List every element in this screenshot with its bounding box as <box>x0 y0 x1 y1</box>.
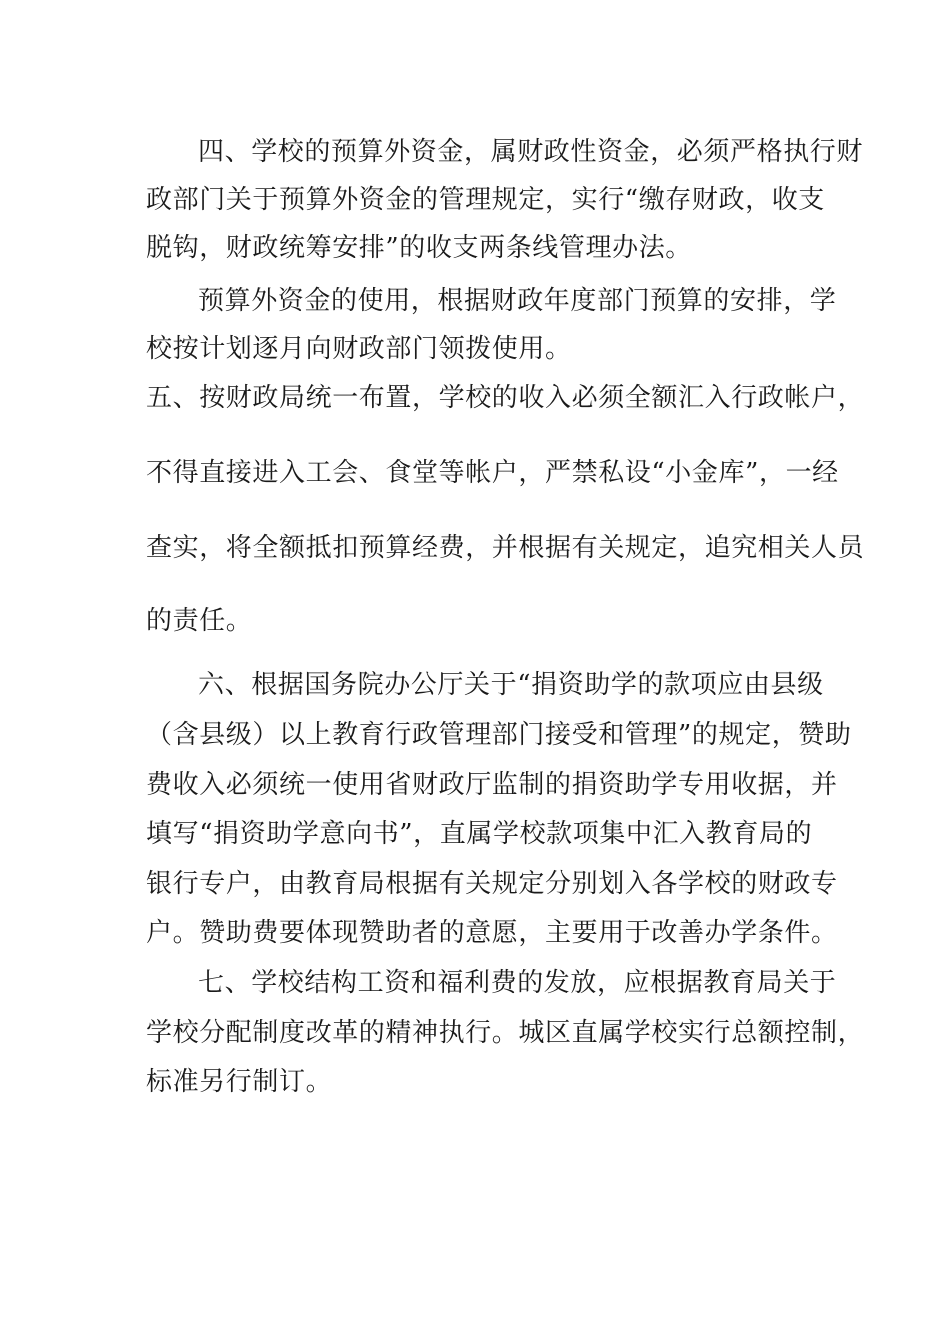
paragraph-4-line-3: 脱钩，财政统筹安排”的收支两条线管理办法。 <box>146 233 692 263</box>
paragraph-7-line-2: 学校分配制度改革的精神执行。城区直属学校实行总额控制， <box>146 1018 865 1048</box>
paragraph-4b-line-1: 预算外资金的使用，根据财政年度部门预算的安排，学 <box>198 286 837 316</box>
paragraph-6-line-6: 户。赞助费要体现赞助者的意愿，主要用于改善办学条件。 <box>146 918 838 948</box>
paragraph-7-line-1: 七、学校结构工资和福利费的发放，应根据教育局关于 <box>198 968 837 998</box>
paragraph-4-line-2: 政部门关于预算外资金的管理规定，实行“缴存财政，收支 <box>146 185 825 215</box>
paragraph-6-line-2: （含县级）以上教育行政管理部门接受和管理”的规定，赞助 <box>146 720 852 750</box>
paragraph-7-line-3: 标准另行制订。 <box>146 1067 333 1097</box>
paragraph-6-line-4: 填写“捐资助学意向书”，直属学校款项集中汇入教育局的 <box>146 819 813 849</box>
paragraph-6-line-3: 费收入必须统一使用省财政厅监制的捐资助学专用收据，并 <box>146 770 838 800</box>
paragraph-6-line-5: 银行专户，由教育局根据有关规定分别划入各学校的财政专 <box>146 869 838 899</box>
paragraph-5-line-4: 的责任。 <box>146 606 253 636</box>
paragraph-6-line-1: 六、根据国务院办公厅关于“捐资助学的款项应由县级 <box>198 670 824 700</box>
paragraph-4-line-1: 四、学校的预算外资金，属财政性资金，必须严格执行财 <box>198 137 864 167</box>
paragraph-5-line-1: 五、按财政局统一布置，学校的收入必须全额汇入行政帐户， <box>146 383 865 413</box>
paragraph-5-line-3: 查实，将全额抵扣预算经费，并根据有关规定，追究相关人员 <box>146 533 865 563</box>
paragraph-4b-line-2: 校按计划逐月向财政部门领拨使用。 <box>146 334 572 364</box>
paragraph-5-line-2: 不得直接进入工会、食堂等帐户，严禁私设“小金库”，一经 <box>146 458 839 488</box>
